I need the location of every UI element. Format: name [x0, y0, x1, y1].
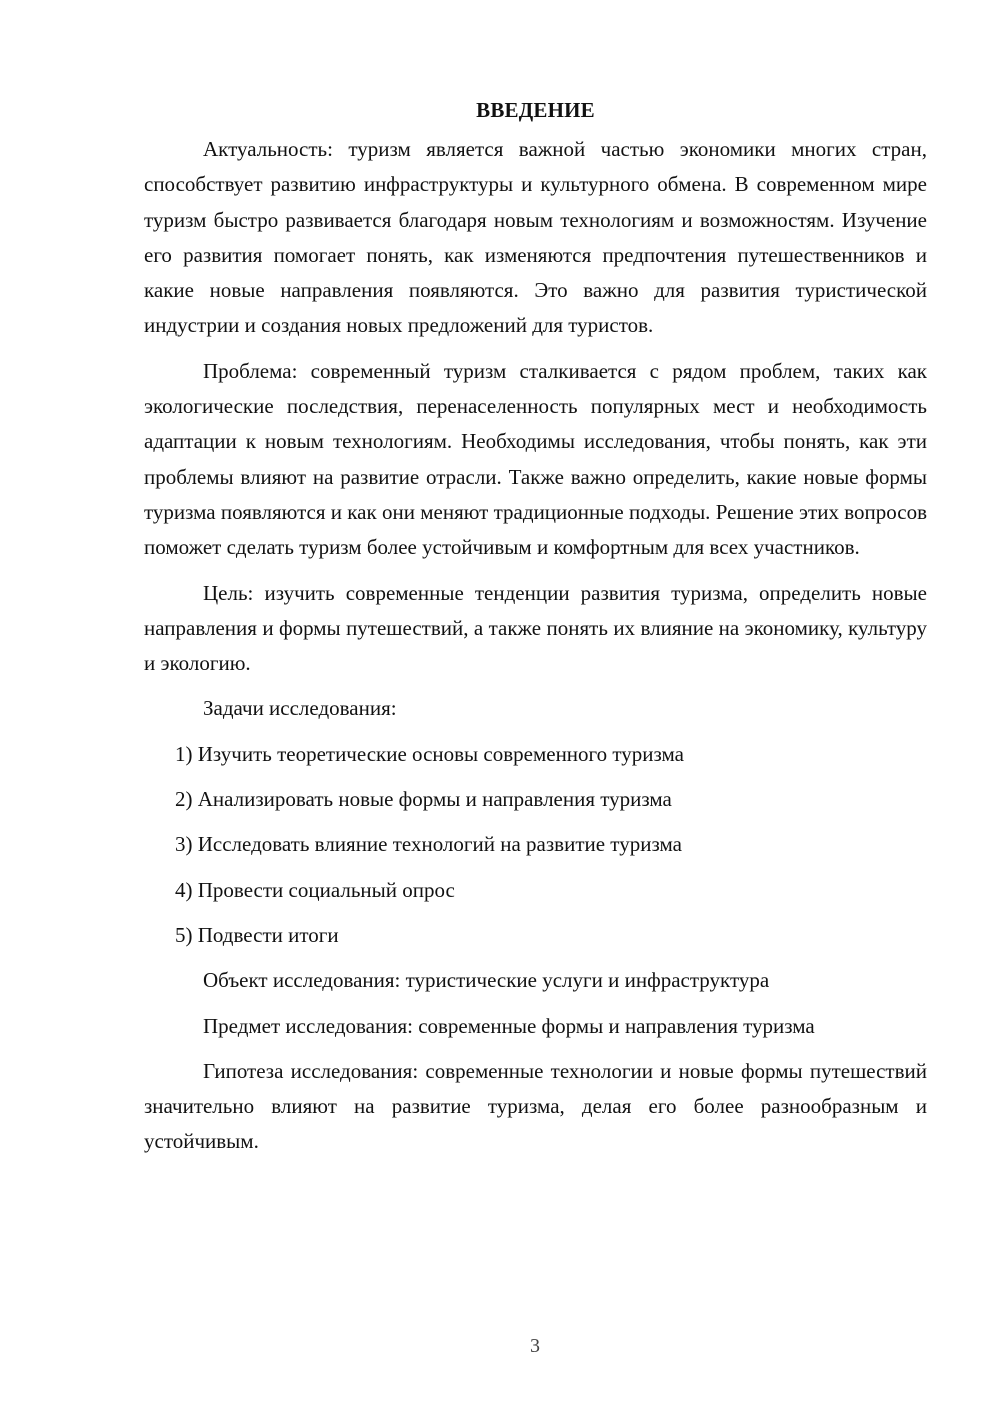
task-item-1: 1) Изучить теоретические основы современного туризма: [175, 741, 684, 766]
problem-paragraph: Проблема: современный туризм сталкивается с рядом проблем, таких как экологические последствия, перенаселенность популярных мест и необходимость адаптации к новым технологиям. Необходимы исследования, чтобы понять, как эти проблемы влияют на развитие отрасли. Также важно определить, какие новые формы туризма появляются и как они меняют традиционные подходы. Решение этих вопросов поможет сделать туризм более устойчивым и комфортным для всех участников.: [144, 358, 927, 560]
tasks-title: Задачи исследования:: [203, 696, 397, 721]
goal-paragraph: Цель: изучить современные тенденции развития туризма, определить новые направления и формы путешествий, а также понять их влияние на экономику, культуру и экологию.: [144, 580, 927, 676]
relevance-paragraph: Актуальность: туризм является важной частью экономики многих стран, способствует развитию инфраструктуры и культурного обмена. В современном мире туризм быстро развивается благодаря новым технологиям и возможностям. Изучение его развития помогает понять, как изменяются предпочтения путешественников и какие новые направления появляются. Это важно для развития туристической индустрии и создания новых предложений для туристов.: [144, 137, 927, 338]
subject-paragraph: Предмет исследования: современные формы и направления туризма: [203, 1013, 815, 1038]
task-item-5: 5) Подвести итоги: [175, 922, 339, 947]
section-heading: ВВЕДЕНИЕ: [476, 98, 595, 122]
object-paragraph: Объект исследования: туристические услуги и инфраструктура: [203, 968, 770, 993]
hypothesis-paragraph: Гипотеза исследования: современные технологии и новые формы путешествий значительно влияют на развитие туризма, делая его более разнообразным и устойчивым.: [144, 1058, 927, 1154]
task-item-3: 3) Исследовать влияние технологий на развитие туризма: [175, 832, 682, 857]
task-item-2: 2) Анализировать новые формы и направления туризма: [175, 787, 672, 812]
task-item-4: 4) Провести социальный опрос: [175, 877, 455, 902]
tasks-list: [144, 737, 927, 953]
page-content: [144, 92, 927, 1170]
page-number: 3: [530, 1335, 540, 1357]
